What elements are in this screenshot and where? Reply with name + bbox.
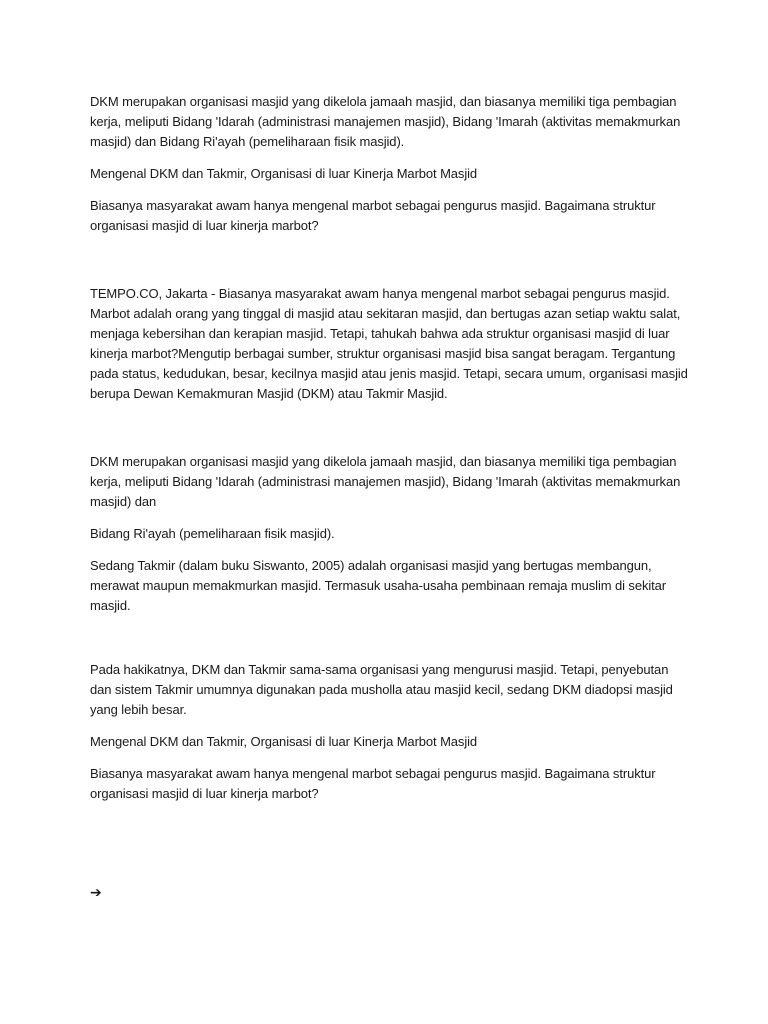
paragraph-marbot-question: Biasanya masyarakat awam hanya mengenal marbot sebagai pengurus masjid. Bagaimana struktur organisasi masjid di luar kinerja marbot? [90,198,656,233]
paragraph-hakikatnya: Pada hakikatnya, DKM dan Takmir sama-sama organisasi yang mengurusi masjid. Tetapi, penyebutan dan sistem Takmir umumnya digunakan pada musholla atau masjid kecil, sedang DKM diadopsi masjid yang lebih besar. [90,662,673,717]
paragraph-tempo-article: TEMPO.CO, Jakarta - Biasanya masyarakat awam hanya mengenal marbot sebagai pengurus masjid. Marbot adalah orang yang tinggal di masjid atau sekitaran masjid, dan bertugas azan setiap waktu salat, menjaga kebersihan dan kerapian masjid. Tetapi, tahukah bahwa ada struktur organisasi masjid di luar kinerja marbot?Mengutip berbagai sumber, struktur organisasi masjid bisa sangat beragam. Tergantung pada status, kedudukan, besar, kecilnya masjid atau jenis masjid. Tetapi, secara umum, organisasi masjid berupa Dewan Kemakmuran Masjid (DKM) atau Takmir Masjid. [90,286,688,401]
paragraph-takmir: Sedang Takmir (dalam buku Siswanto, 2005) adalah organisasi masjid yang bertugas membangun, merawat maupun memakmurkan masjid. Termasuk usaha-usaha pembinaan remaja muslim di sekitar masjid. [90,558,667,613]
arrow-right-icon[interactable]: ➔ [90,885,102,901]
document-body [90,92,690,816]
heading-mengenal-dkm: Mengenal DKM dan Takmir, Organisasi di luar Kinerja Marbot Masjid [90,166,478,181]
paragraph-dkm-intro: DKM merupakan organisasi masjid yang dikelola jamaah masjid, dan biasanya memiliki tiga pembagian kerja, meliputi Bidang 'Idarah (administrasi manajemen masjid), Bidang 'Imarah (aktivitas memakmurkan masjid) dan Bidang Ri'ayah (pemeliharaan fisik masjid). [90,94,681,149]
paragraph-riayah: Bidang Ri'ayah (pemeliharaan fisik masjid). [90,526,335,541]
paragraph-dkm-repeat: DKM merupakan organisasi masjid yang dikelola jamaah masjid, dan biasanya memiliki tiga pembagian kerja, meliputi Bidang 'Idarah (administrasi manajemen masjid), Bidang 'Imarah (aktivitas memakmurkan masjid) dan [90,454,681,509]
paragraph-marbot-question-repeat: Biasanya masyarakat awam hanya mengenal marbot sebagai pengurus masjid. Bagaimana struktur organisasi masjid di luar kinerja marbot? [90,766,656,801]
heading-mengenal-dkm-repeat: Mengenal DKM dan Takmir, Organisasi di luar Kinerja Marbot Masjid [90,734,478,749]
